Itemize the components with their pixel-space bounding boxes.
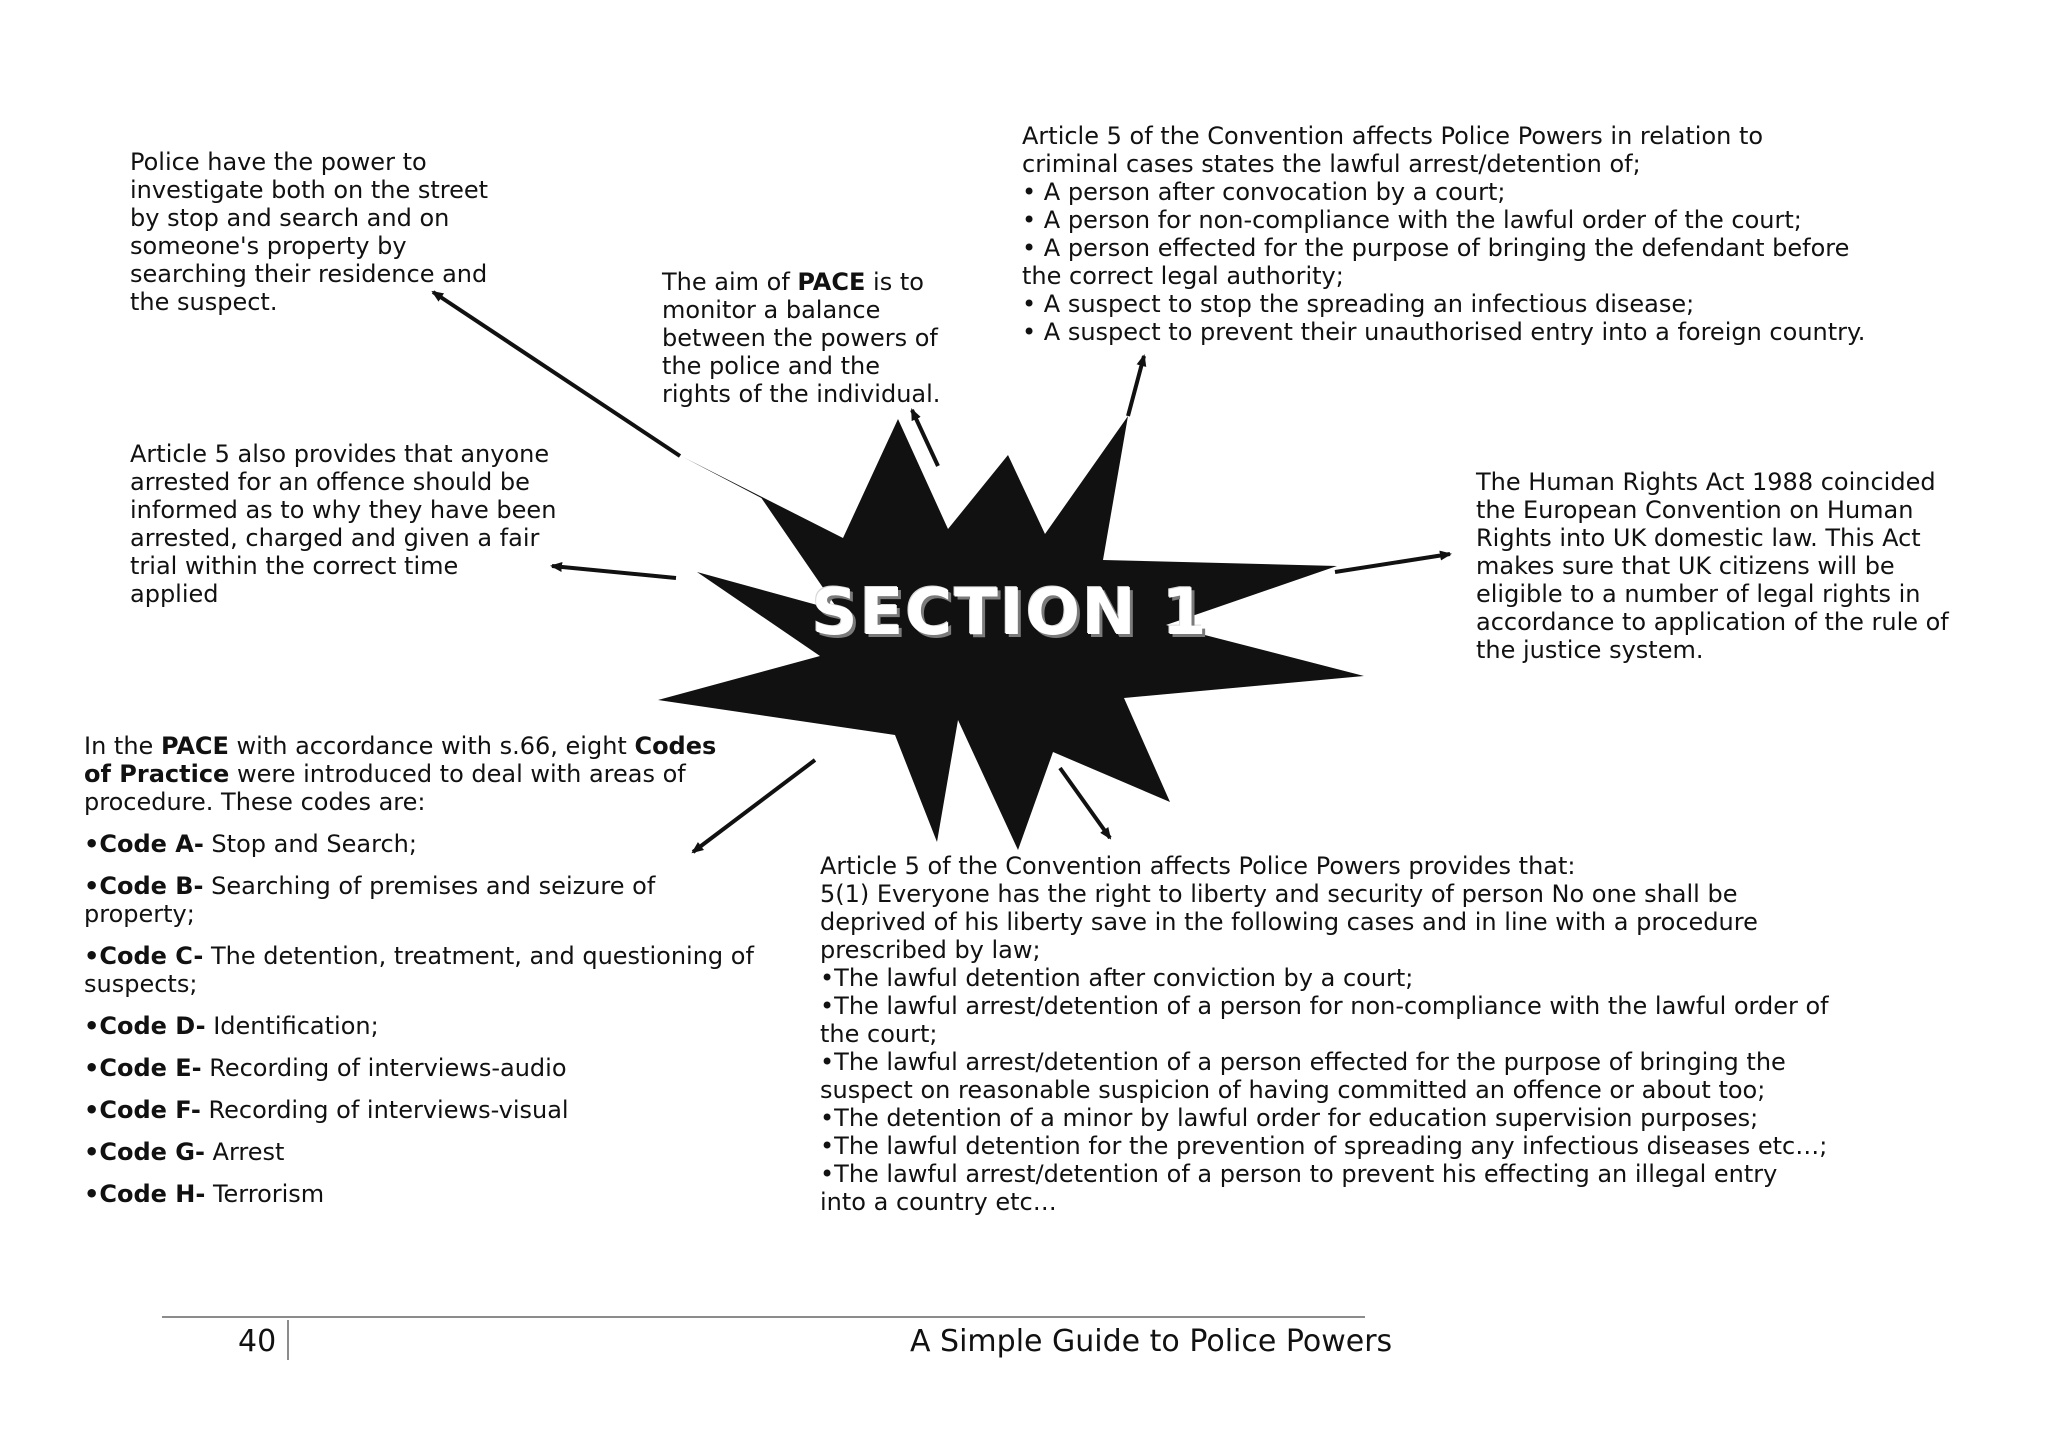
text-line: Police have the power to: [130, 148, 427, 176]
text-line: makes sure that UK citizens will be: [1476, 552, 1895, 580]
code-item: [84, 1012, 764, 1040]
code-item: [84, 1054, 764, 1082]
codes-term: of Practice: [84, 760, 230, 788]
article5-bottom-note: [820, 852, 1829, 1216]
text-line: the justice system.: [1476, 636, 1704, 664]
pace-term: PACE: [797, 268, 866, 296]
codes-of-practice-note: [84, 732, 764, 1222]
footer-title: A Simple Guide to Police Powers: [910, 1324, 1393, 1359]
text-line: arrested for an offence should be: [130, 468, 530, 496]
arrow-to-article5-also: [552, 566, 676, 578]
text-fragment: with accordance with s.66, eight: [228, 732, 635, 760]
article5-also-note: [130, 440, 556, 608]
text-line: investigate both on the street: [130, 176, 489, 204]
text-line: rights of the individual.: [662, 380, 941, 408]
code-desc: Recording of interviews-audio: [201, 1054, 567, 1082]
text-line: 5(1) Everyone has the right to liberty and security of person No one shall be: [820, 880, 1738, 908]
text-line: •The detention of a minor by lawful order for education supervision purposes;: [820, 1104, 1759, 1132]
codes-term: Codes: [634, 732, 717, 760]
pace-aim-note: [662, 268, 940, 408]
section-title: SECTION 1: [811, 576, 1209, 650]
text-fragment: were introduced to deal with areas of: [229, 760, 686, 788]
text-line: applied: [130, 580, 219, 608]
text-line: procedure. These codes are:: [84, 788, 426, 816]
text-line: Article 5 of the Convention affects Police Powers in relation to: [1022, 122, 1764, 150]
text-line: by stop and search and on: [130, 204, 450, 232]
text-line: The Human Rights Act 1988 coincided: [1476, 468, 1936, 496]
code-item: [84, 1096, 764, 1124]
text-line: between the powers of: [662, 324, 938, 352]
code-desc: Recording of interviews-visual: [200, 1096, 569, 1124]
text-line: the suspect.: [130, 288, 278, 316]
code-id: •Code H-: [84, 1180, 206, 1208]
page-number: 40: [238, 1324, 277, 1359]
code-item: [84, 1180, 764, 1208]
code-id: •Code A-: [84, 830, 204, 858]
text-line: searching their residence and: [130, 260, 488, 288]
arrow-to-pace-aim: [912, 410, 938, 466]
footer-rule: [162, 1316, 1365, 1318]
code-desc: Searching of premises and seizure of property;: [84, 872, 656, 928]
text-line: the correct legal authority;: [1022, 262, 1344, 290]
text-line: •The lawful detention after conviction by a court;: [820, 964, 1414, 992]
text-line: •The lawful arrest/detention of a person for non-compliance with the lawful order of: [820, 992, 1829, 1020]
code-id: •Code F-: [84, 1096, 201, 1124]
text-line: eligible to a number of legal rights in: [1476, 580, 1921, 608]
text-fragment: The aim of: [662, 268, 798, 296]
text-line: monitor a balance: [662, 296, 881, 324]
code-id: •Code E-: [84, 1054, 202, 1082]
text-line: suspect on reasonable suspicion of having committed an offence or about too;: [820, 1076, 1766, 1104]
text-fragment: is to: [865, 268, 924, 296]
article5-top-note: [1022, 122, 1865, 346]
text-line: informed as to why they have been: [130, 496, 557, 524]
text-line: the European Convention on Human: [1476, 496, 1914, 524]
text-line: deprived of his liberty save in the following cases and in line with a procedure: [820, 908, 1758, 936]
text-fragment: In the: [84, 732, 161, 760]
code-desc: The detention, treatment, and questioning of suspects;: [84, 942, 754, 998]
text-line: someone's property by: [130, 232, 407, 260]
text-line: •The lawful arrest/detention of a person to prevent his effecting an illegal entry: [820, 1160, 1778, 1188]
text-line: • A person effected for the purpose of bringing the defendant before: [1022, 234, 1850, 262]
human-rights-act-note: [1476, 468, 1949, 664]
footer-separator: [287, 1320, 289, 1360]
text-line: into a country etc…: [820, 1188, 1057, 1216]
code-id: •Code C-: [84, 942, 204, 970]
text-line: prescribed by law;: [820, 936, 1041, 964]
text-line: criminal cases states the lawful arrest/detention of;: [1022, 150, 1641, 178]
code-item: [84, 830, 764, 858]
pace-term: PACE: [160, 732, 229, 760]
text-line: •The lawful arrest/detention of a person effected for the purpose of bringing the: [820, 1048, 1786, 1076]
text-line: the court;: [820, 1020, 938, 1048]
text-line: accordance to application of the rule of: [1476, 608, 1949, 636]
text-line: • A suspect to prevent their unauthorised entry into a foreign country.: [1022, 318, 1866, 346]
arrow-to-police-powers: [433, 292, 680, 456]
code-desc: Identification;: [205, 1012, 379, 1040]
code-item: [84, 872, 764, 928]
code-desc: Arrest: [204, 1138, 285, 1166]
code-id: •Code D-: [84, 1012, 206, 1040]
police-powers-note: [130, 148, 488, 316]
text-line: • A person after convocation by a court;: [1022, 178, 1506, 206]
code-id: •Code B-: [84, 872, 204, 900]
text-line: Article 5 of the Convention affects Police Powers provides that:: [820, 852, 1576, 880]
arrow-to-article5-top: [1128, 356, 1144, 416]
text-line: Rights into UK domestic law. This Act: [1476, 524, 1921, 552]
code-desc: Stop and Search;: [203, 830, 417, 858]
text-line: arrested, charged and given a fair: [130, 524, 540, 552]
code-desc: Terrorism: [205, 1180, 325, 1208]
text-line: trial within the correct time: [130, 552, 459, 580]
arrow-to-article5-bottom: [1060, 768, 1110, 838]
text-line: the police and the: [662, 352, 881, 380]
text-line: • A suspect to stop the spreading an infectious disease;: [1022, 290, 1695, 318]
code-item: [84, 942, 764, 998]
arrow-to-hra: [1335, 554, 1450, 572]
code-item: [84, 1138, 764, 1166]
text-line: •The lawful detention for the prevention of spreading any infectious diseases etc…;: [820, 1132, 1828, 1160]
code-id: •Code G-: [84, 1138, 205, 1166]
text-line: • A person for non-compliance with the lawful order of the court;: [1022, 206, 1802, 234]
text-line: Article 5 also provides that anyone: [130, 440, 550, 468]
